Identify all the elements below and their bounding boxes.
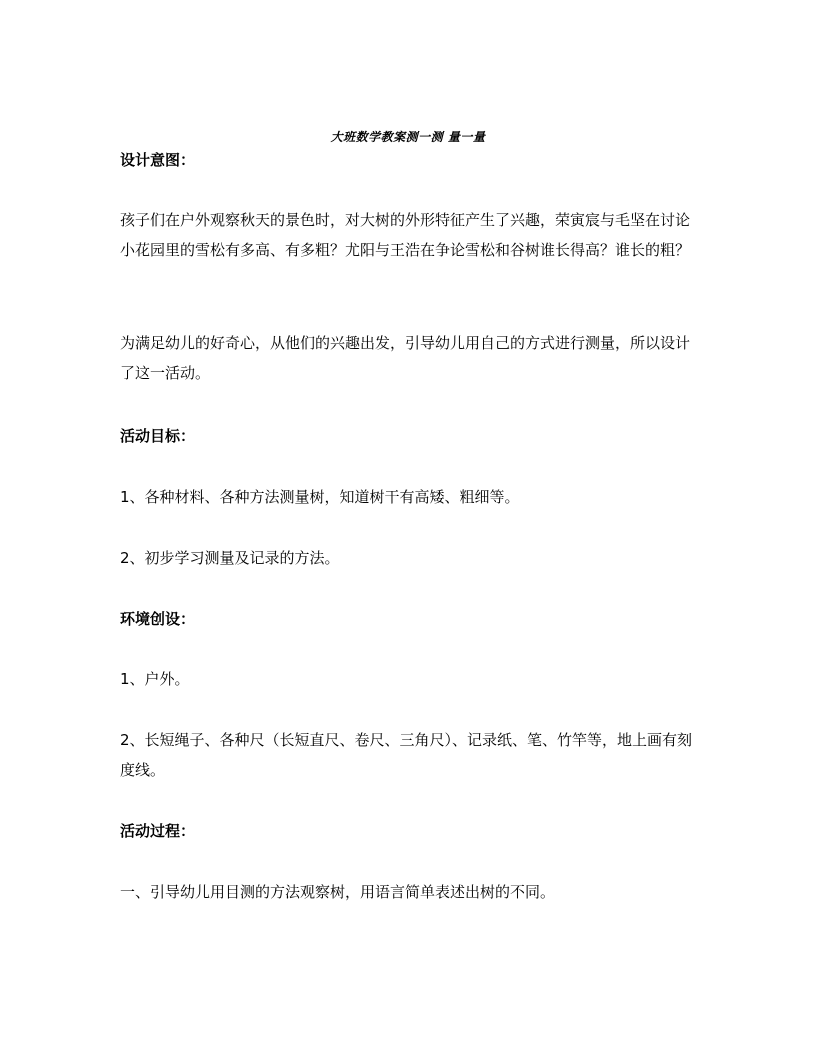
environment-item-2: 2、长短绳子、各种尺（长短直尺、卷尺、三角尺）、记录纸、笔、竹竿等，地上画有刻度线。: [120, 731, 693, 779]
heading-environment: 环境创设：: [120, 610, 196, 628]
heading-process: 活动过程：: [120, 822, 196, 840]
heading-design-intent: 设计意图：: [120, 151, 196, 169]
paragraph-design-intent-2: 为满足幼儿的好奇心，从他们的兴趣出发，引导幼儿用自己的方式进行测量，所以设计了这一活动。: [120, 334, 691, 382]
goal-item-2: 2、初步学习测量及记录的方法。: [120, 549, 340, 567]
goal-item-1: 1、各种材料、各种方法测量树，知道树干有高矮、粗细等。: [120, 488, 520, 506]
paragraph-design-intent-1: 孩子们在户外观察秋天的景色时，对大树的外形特征产生了兴趣，荣寅宸与毛坚在讨论小花园里的雪松有多高、有多粗？尤阳与王浩在争论雪松和谷树谁长得高？谁长的粗？: [120, 211, 691, 259]
process-item-1: 一、引导幼儿用目测的方法观察树，用语言简单表述出树的不同。: [120, 883, 556, 901]
heading-goals: 活动目标：: [120, 427, 196, 445]
document-title: 大班数学教案测一测 量一量: [330, 130, 486, 144]
environment-item-1: 1、户外。: [120, 670, 190, 688]
